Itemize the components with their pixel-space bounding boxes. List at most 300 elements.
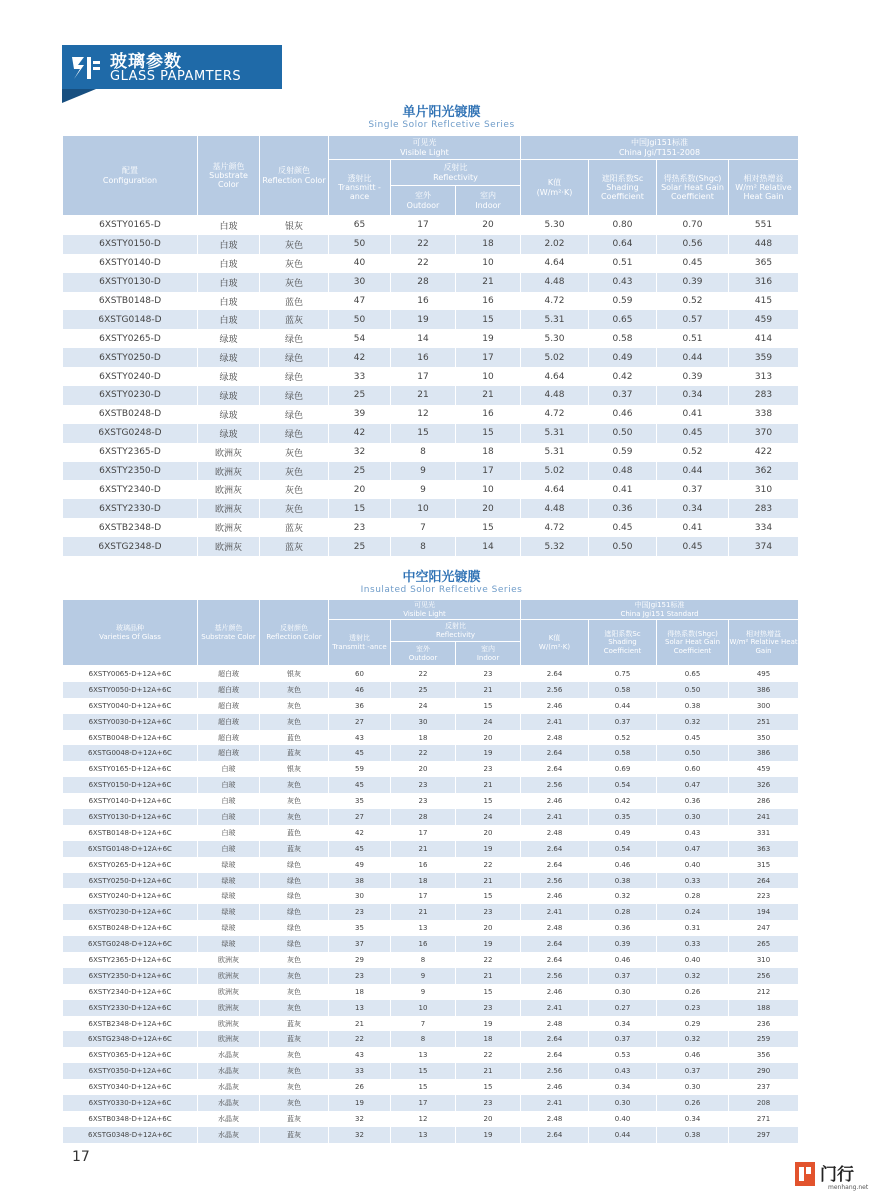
table-row bbox=[63, 920, 799, 936]
cell-shading-coefficient: 0.37 bbox=[589, 1031, 657, 1047]
section2-title-en: Insulated Solor Reflcetive Series bbox=[360, 585, 523, 595]
cell-outdoor: 15 bbox=[391, 424, 456, 443]
cell-indoor: 14 bbox=[456, 537, 521, 556]
cell-substrate-color: 水晶灰 bbox=[198, 1095, 260, 1111]
cell-substrate-color: 白玻 bbox=[198, 793, 260, 809]
cell-relative-heat-gain: 265 bbox=[729, 936, 799, 952]
cell-outdoor: 13 bbox=[391, 1127, 456, 1143]
cell-reflection-color: 蓝灰 bbox=[260, 1031, 329, 1047]
cell-relative-heat-gain: 251 bbox=[729, 714, 799, 730]
cell-relative-heat-gain: 356 bbox=[729, 1047, 799, 1063]
cell-shading-coefficient: 0.50 bbox=[589, 537, 657, 556]
cell-reflection-color: 蓝灰 bbox=[260, 1111, 329, 1127]
cell-configuration: 6XSTY2340-D+12A+6C bbox=[63, 984, 198, 1000]
cell-transmittance: 25 bbox=[329, 462, 391, 481]
cell-shgc: 0.24 bbox=[657, 904, 729, 920]
cell-substrate-color: 绿玻 bbox=[198, 904, 260, 920]
table-row bbox=[63, 1031, 799, 1047]
cell-transmittance: 32 bbox=[329, 1111, 391, 1127]
cell-indoor: 15 bbox=[456, 518, 521, 537]
table-row bbox=[63, 424, 799, 443]
cell-shading-coefficient: 0.27 bbox=[589, 1000, 657, 1016]
cell-indoor: 15 bbox=[456, 310, 521, 329]
cell-substrate-color: 白玻 bbox=[198, 310, 260, 329]
cell-transmittance: 23 bbox=[329, 518, 391, 537]
cell-transmittance: 30 bbox=[329, 273, 391, 292]
table-row bbox=[63, 809, 799, 825]
col-header-indoor: 室内 Indoor bbox=[456, 642, 521, 666]
cell-shgc: 0.38 bbox=[657, 1127, 729, 1143]
cell-shading-coefficient: 0.80 bbox=[589, 216, 657, 235]
cell-relative-heat-gain: 256 bbox=[729, 968, 799, 984]
cell-indoor: 19 bbox=[456, 936, 521, 952]
cell-configuration: 6XSTY0130-D+12A+6C bbox=[63, 809, 198, 825]
cell-k-value: 2.46 bbox=[521, 698, 589, 714]
cell-relative-heat-gain: 365 bbox=[729, 254, 799, 273]
cell-indoor: 22 bbox=[456, 952, 521, 968]
cell-substrate-color: 白玻 bbox=[198, 825, 260, 841]
cell-reflection-color: 蓝灰 bbox=[260, 1127, 329, 1143]
cell-indoor: 15 bbox=[456, 698, 521, 714]
cell-shading-coefficient: 0.34 bbox=[589, 1016, 657, 1032]
cell-shading-coefficient: 0.41 bbox=[589, 480, 657, 499]
cell-outdoor: 22 bbox=[391, 666, 456, 682]
table-row bbox=[63, 904, 799, 920]
cell-substrate-color: 白玻 bbox=[198, 777, 260, 793]
cell-indoor: 18 bbox=[456, 235, 521, 254]
cell-transmittance: 65 bbox=[329, 216, 391, 235]
cell-relative-heat-gain: 236 bbox=[729, 1016, 799, 1032]
cell-transmittance: 35 bbox=[329, 920, 391, 936]
cell-outdoor: 9 bbox=[391, 968, 456, 984]
section1-title-en: Single Solor Reflcetive Series bbox=[368, 120, 515, 130]
table-row bbox=[63, 329, 799, 348]
cell-k-value: 2.48 bbox=[521, 1016, 589, 1032]
cell-outdoor: 20 bbox=[391, 761, 456, 777]
cell-relative-heat-gain: 316 bbox=[729, 273, 799, 292]
cell-reflection-color: 蓝灰 bbox=[260, 518, 329, 537]
table-row bbox=[63, 984, 799, 1000]
table-row bbox=[63, 682, 799, 698]
cell-k-value: 2.56 bbox=[521, 682, 589, 698]
cell-transmittance: 49 bbox=[329, 857, 391, 873]
cell-configuration: 6XSTY2350-D bbox=[63, 462, 198, 481]
cell-k-value: 5.02 bbox=[521, 462, 589, 481]
cell-transmittance: 46 bbox=[329, 682, 391, 698]
cell-relative-heat-gain: 247 bbox=[729, 920, 799, 936]
cell-indoor: 23 bbox=[456, 666, 521, 682]
cell-shading-coefficient: 0.65 bbox=[589, 310, 657, 329]
cell-k-value: 5.31 bbox=[521, 424, 589, 443]
cell-shgc: 0.32 bbox=[657, 1031, 729, 1047]
table-row bbox=[63, 873, 799, 889]
col-header-transmittance: 透射比 Transmitt -ance bbox=[329, 620, 391, 666]
cell-configuration: 6XSTY0240-D+12A+6C bbox=[63, 888, 198, 904]
cell-configuration: 6XSTY2330-D+12A+6C bbox=[63, 1000, 198, 1016]
cell-configuration: 6XSTY0265-D+12A+6C bbox=[63, 857, 198, 873]
cell-substrate-color: 欧洲灰 bbox=[198, 1031, 260, 1047]
cell-configuration: 6XSTY0350-D+12A+6C bbox=[63, 1063, 198, 1079]
cell-configuration: 6XSTY2365-D+12A+6C bbox=[63, 952, 198, 968]
cell-reflection-color: 灰色 bbox=[260, 1000, 329, 1016]
cell-k-value: 4.64 bbox=[521, 480, 589, 499]
cell-relative-heat-gain: 331 bbox=[729, 825, 799, 841]
cell-relative-heat-gain: 370 bbox=[729, 424, 799, 443]
col-header-shgc: 得热系数(Shgc) Solar Heat Gain Coefficient bbox=[657, 620, 729, 666]
table-row bbox=[63, 235, 799, 254]
cell-configuration: 6XSTG0148-D bbox=[63, 310, 198, 329]
cell-configuration: 6XSTG0248-D+12A+6C bbox=[63, 936, 198, 952]
cell-transmittance: 19 bbox=[329, 1095, 391, 1111]
cell-reflection-color: 灰色 bbox=[260, 698, 329, 714]
cell-indoor: 22 bbox=[456, 857, 521, 873]
cell-reflection-color: 灰色 bbox=[260, 235, 329, 254]
cell-reflection-color: 绿色 bbox=[260, 367, 329, 386]
cell-shgc: 0.41 bbox=[657, 405, 729, 424]
cell-outdoor: 28 bbox=[391, 809, 456, 825]
cell-k-value: 2.41 bbox=[521, 809, 589, 825]
cell-k-value: 2.56 bbox=[521, 777, 589, 793]
table-row bbox=[63, 730, 799, 746]
cell-relative-heat-gain: 459 bbox=[729, 761, 799, 777]
cell-transmittance: 45 bbox=[329, 777, 391, 793]
cell-shgc: 0.30 bbox=[657, 1079, 729, 1095]
cell-k-value: 2.64 bbox=[521, 1031, 589, 1047]
cell-reflection-color: 灰色 bbox=[260, 1063, 329, 1079]
cell-reflection-color: 灰色 bbox=[260, 952, 329, 968]
table-row bbox=[63, 714, 799, 730]
cell-reflection-color: 蓝灰 bbox=[260, 745, 329, 761]
cell-shading-coefficient: 0.43 bbox=[589, 273, 657, 292]
cell-shgc: 0.39 bbox=[657, 273, 729, 292]
cell-configuration: 6XSTY0230-D bbox=[63, 386, 198, 405]
cell-transmittance: 20 bbox=[329, 480, 391, 499]
cell-relative-heat-gain: 415 bbox=[729, 292, 799, 311]
cell-indoor: 19 bbox=[456, 329, 521, 348]
cell-outdoor: 21 bbox=[391, 841, 456, 857]
cell-substrate-color: 水晶灰 bbox=[198, 1127, 260, 1143]
cell-outdoor: 14 bbox=[391, 329, 456, 348]
cell-substrate-color: 绿玻 bbox=[198, 348, 260, 367]
cell-reflection-color: 灰色 bbox=[260, 714, 329, 730]
cell-shading-coefficient: 0.58 bbox=[589, 329, 657, 348]
cell-reflection-color: 银灰 bbox=[260, 216, 329, 235]
cell-shgc: 0.40 bbox=[657, 857, 729, 873]
cell-outdoor: 16 bbox=[391, 936, 456, 952]
cell-relative-heat-gain: 212 bbox=[729, 984, 799, 1000]
cell-outdoor: 16 bbox=[391, 292, 456, 311]
cell-k-value: 4.72 bbox=[521, 518, 589, 537]
cell-configuration: 6XSTY0130-D bbox=[63, 273, 198, 292]
cell-shading-coefficient: 0.59 bbox=[589, 443, 657, 462]
cell-indoor: 20 bbox=[456, 825, 521, 841]
cell-shgc: 0.47 bbox=[657, 841, 729, 857]
cell-reflection-color: 绿色 bbox=[260, 936, 329, 952]
cell-reflection-color: 灰色 bbox=[260, 793, 329, 809]
cell-shgc: 0.26 bbox=[657, 1095, 729, 1111]
table1-body bbox=[63, 216, 799, 557]
cell-substrate-color: 欧洲灰 bbox=[198, 968, 260, 984]
cell-k-value: 2.48 bbox=[521, 730, 589, 746]
cell-reflection-color: 灰色 bbox=[260, 984, 329, 1000]
cell-shading-coefficient: 0.44 bbox=[589, 698, 657, 714]
cell-relative-heat-gain: 283 bbox=[729, 386, 799, 405]
cell-k-value: 5.30 bbox=[521, 329, 589, 348]
cell-k-value: 4.72 bbox=[521, 292, 589, 311]
cell-outdoor: 13 bbox=[391, 920, 456, 936]
cell-substrate-color: 超白玻 bbox=[198, 730, 260, 746]
cell-shgc: 0.26 bbox=[657, 984, 729, 1000]
cell-substrate-color: 欧洲灰 bbox=[198, 984, 260, 1000]
cell-shading-coefficient: 0.64 bbox=[589, 235, 657, 254]
cell-reflection-color: 绿色 bbox=[260, 424, 329, 443]
cell-reflection-color: 绿色 bbox=[260, 920, 329, 936]
cell-transmittance: 43 bbox=[329, 730, 391, 746]
group-header-visible-light: 可见光 Visible Light bbox=[329, 136, 521, 160]
cell-configuration: 6XSTY0240-D bbox=[63, 367, 198, 386]
table-row bbox=[63, 1000, 799, 1016]
cell-outdoor: 17 bbox=[391, 1095, 456, 1111]
cell-shgc: 0.45 bbox=[657, 537, 729, 556]
cell-outdoor: 22 bbox=[391, 235, 456, 254]
cell-shgc: 0.33 bbox=[657, 873, 729, 889]
cell-transmittance: 42 bbox=[329, 424, 391, 443]
cell-k-value: 2.02 bbox=[521, 235, 589, 254]
cell-substrate-color: 白玻 bbox=[198, 235, 260, 254]
table-row bbox=[63, 292, 799, 311]
cell-outdoor: 17 bbox=[391, 888, 456, 904]
cell-substrate-color: 超白玻 bbox=[198, 698, 260, 714]
table-row bbox=[63, 386, 799, 405]
cell-substrate-color: 绿玻 bbox=[198, 873, 260, 889]
cell-indoor: 18 bbox=[456, 443, 521, 462]
cell-relative-heat-gain: 259 bbox=[729, 1031, 799, 1047]
single-reflective-table bbox=[62, 135, 799, 556]
cell-indoor: 10 bbox=[456, 254, 521, 273]
cell-configuration: 6XSTG0248-D bbox=[63, 424, 198, 443]
cell-shading-coefficient: 0.39 bbox=[589, 936, 657, 952]
cell-substrate-color: 超白玻 bbox=[198, 682, 260, 698]
cell-indoor: 20 bbox=[456, 1111, 521, 1127]
cell-reflection-color: 蓝色 bbox=[260, 825, 329, 841]
group-header-reflectivity: 反射比 Reflectivity bbox=[391, 620, 521, 642]
cell-transmittance: 50 bbox=[329, 310, 391, 329]
table-row bbox=[63, 1079, 799, 1095]
col-header-substrate: 基片颜色 Substrate Color bbox=[198, 136, 260, 216]
cell-reflection-color: 灰色 bbox=[260, 462, 329, 481]
group-header-china-standard: 中国Jgi151标准 China Jgi151 Standard bbox=[521, 600, 799, 620]
cell-outdoor: 24 bbox=[391, 698, 456, 714]
cell-outdoor: 8 bbox=[391, 1031, 456, 1047]
cell-configuration: 6XSTG2348-D bbox=[63, 537, 198, 556]
cell-k-value: 2.56 bbox=[521, 1063, 589, 1079]
cell-shading-coefficient: 0.32 bbox=[589, 888, 657, 904]
col-header-reflection: 反射颜色 Reflection Color bbox=[260, 136, 329, 216]
cell-relative-heat-gain: 223 bbox=[729, 888, 799, 904]
cell-substrate-color: 绿玻 bbox=[198, 329, 260, 348]
cell-shading-coefficient: 0.54 bbox=[589, 841, 657, 857]
table-row bbox=[63, 1016, 799, 1032]
cell-transmittance: 22 bbox=[329, 1031, 391, 1047]
cell-relative-heat-gain: 264 bbox=[729, 873, 799, 889]
cell-shading-coefficient: 0.59 bbox=[589, 292, 657, 311]
cell-substrate-color: 欧洲灰 bbox=[198, 518, 260, 537]
table-row bbox=[63, 499, 799, 518]
cell-k-value: 2.64 bbox=[521, 666, 589, 682]
group-header-china-standard: 中国Jgi151标准 China Jgi/T151-2008 bbox=[521, 136, 799, 160]
cell-configuration: 6XSTY2340-D bbox=[63, 480, 198, 499]
cell-k-value: 2.64 bbox=[521, 841, 589, 857]
cell-reflection-color: 灰色 bbox=[260, 443, 329, 462]
table-row bbox=[63, 462, 799, 481]
table-row bbox=[63, 968, 799, 984]
cell-shgc: 0.70 bbox=[657, 216, 729, 235]
cell-relative-heat-gain: 326 bbox=[729, 777, 799, 793]
table-row bbox=[63, 698, 799, 714]
cell-substrate-color: 欧洲灰 bbox=[198, 480, 260, 499]
cell-transmittance: 50 bbox=[329, 235, 391, 254]
cell-shgc: 0.52 bbox=[657, 443, 729, 462]
cell-transmittance: 42 bbox=[329, 348, 391, 367]
cell-substrate-color: 超白玻 bbox=[198, 666, 260, 682]
cell-substrate-color: 绿玻 bbox=[198, 936, 260, 952]
cell-shgc: 0.38 bbox=[657, 698, 729, 714]
cell-outdoor: 8 bbox=[391, 537, 456, 556]
cell-outdoor: 10 bbox=[391, 1000, 456, 1016]
brand-logo-icon bbox=[68, 51, 102, 83]
cell-substrate-color: 白玻 bbox=[198, 841, 260, 857]
cell-indoor: 21 bbox=[456, 386, 521, 405]
cell-transmittance: 38 bbox=[329, 873, 391, 889]
cell-k-value: 2.46 bbox=[521, 984, 589, 1000]
col-header-relative-heat-gain: 相对热增益 W/m² Relative Heat Gain bbox=[729, 160, 799, 216]
table-row bbox=[63, 1127, 799, 1143]
cell-indoor: 19 bbox=[456, 745, 521, 761]
cell-shading-coefficient: 0.28 bbox=[589, 904, 657, 920]
col-header-k-value: K值 (W/m²·K) bbox=[521, 160, 589, 216]
cell-configuration: 6XSTY0165-D bbox=[63, 216, 198, 235]
cell-shading-coefficient: 0.69 bbox=[589, 761, 657, 777]
cell-transmittance: 25 bbox=[329, 537, 391, 556]
cell-indoor: 17 bbox=[456, 348, 521, 367]
cell-transmittance: 32 bbox=[329, 443, 391, 462]
cell-reflection-color: 蓝灰 bbox=[260, 1016, 329, 1032]
cell-indoor: 21 bbox=[456, 777, 521, 793]
cell-configuration: 6XSTY0140-D+12A+6C bbox=[63, 793, 198, 809]
cell-relative-heat-gain: 448 bbox=[729, 235, 799, 254]
cell-configuration: 6XSTY0065-D+12A+6C bbox=[63, 666, 198, 682]
cell-outdoor: 18 bbox=[391, 730, 456, 746]
cell-shgc: 0.34 bbox=[657, 1111, 729, 1127]
cell-outdoor: 28 bbox=[391, 273, 456, 292]
cell-shading-coefficient: 0.46 bbox=[589, 857, 657, 873]
cell-relative-heat-gain: 386 bbox=[729, 745, 799, 761]
cell-transmittance: 36 bbox=[329, 698, 391, 714]
cell-substrate-color: 绿玻 bbox=[198, 367, 260, 386]
cell-shgc: 0.36 bbox=[657, 793, 729, 809]
cell-substrate-color: 欧洲灰 bbox=[198, 537, 260, 556]
cell-reflection-color: 绿色 bbox=[260, 348, 329, 367]
cell-configuration: 6XSTY0340-D+12A+6C bbox=[63, 1079, 198, 1095]
cell-k-value: 2.46 bbox=[521, 1079, 589, 1095]
cell-shgc: 0.56 bbox=[657, 235, 729, 254]
cell-outdoor: 18 bbox=[391, 873, 456, 889]
cell-shgc: 0.32 bbox=[657, 714, 729, 730]
cell-outdoor: 23 bbox=[391, 777, 456, 793]
cell-shading-coefficient: 0.45 bbox=[589, 518, 657, 537]
cell-shgc: 0.45 bbox=[657, 254, 729, 273]
cell-k-value: 2.41 bbox=[521, 714, 589, 730]
cell-transmittance: 18 bbox=[329, 984, 391, 1000]
cell-reflection-color: 绿色 bbox=[260, 857, 329, 873]
cell-relative-heat-gain: 286 bbox=[729, 793, 799, 809]
cell-configuration: 6XSTY0030-D+12A+6C bbox=[63, 714, 198, 730]
cell-k-value: 4.48 bbox=[521, 273, 589, 292]
cell-reflection-color: 灰色 bbox=[260, 968, 329, 984]
cell-shgc: 0.37 bbox=[657, 1063, 729, 1079]
cell-relative-heat-gain: 338 bbox=[729, 405, 799, 424]
cell-substrate-color: 欧洲灰 bbox=[198, 462, 260, 481]
cell-shgc: 0.52 bbox=[657, 292, 729, 311]
cell-indoor: 20 bbox=[456, 216, 521, 235]
cell-reflection-color: 灰色 bbox=[260, 273, 329, 292]
cell-shgc: 0.41 bbox=[657, 518, 729, 537]
cell-configuration: 6XSTG0048-D+12A+6C bbox=[63, 745, 198, 761]
insulated-reflective-table bbox=[62, 599, 799, 1143]
cell-k-value: 4.48 bbox=[521, 386, 589, 405]
cell-shgc: 0.44 bbox=[657, 462, 729, 481]
cell-configuration: 6XSTY2330-D bbox=[63, 499, 198, 518]
cell-transmittance: 32 bbox=[329, 1127, 391, 1143]
cell-substrate-color: 水晶灰 bbox=[198, 1111, 260, 1127]
table-row bbox=[63, 254, 799, 273]
cell-relative-heat-gain: 271 bbox=[729, 1111, 799, 1127]
cell-reflection-color: 银灰 bbox=[260, 761, 329, 777]
cell-indoor: 24 bbox=[456, 714, 521, 730]
cell-outdoor: 22 bbox=[391, 745, 456, 761]
cell-reflection-color: 灰色 bbox=[260, 254, 329, 273]
cell-outdoor: 16 bbox=[391, 348, 456, 367]
cell-relative-heat-gain: 283 bbox=[729, 499, 799, 518]
cell-transmittance: 27 bbox=[329, 714, 391, 730]
watermark-url: menhang.net bbox=[828, 1184, 869, 1191]
cell-relative-heat-gain: 315 bbox=[729, 857, 799, 873]
table-row bbox=[63, 443, 799, 462]
cell-shading-coefficient: 0.37 bbox=[589, 386, 657, 405]
col-header-variety: 玻璃品种 Varieties Of Glass bbox=[63, 600, 198, 666]
col-header-shgc: 得热系数(Shgc) Solar Heat Gain Coefficient bbox=[657, 160, 729, 216]
cell-configuration: 6XSTY0040-D+12A+6C bbox=[63, 698, 198, 714]
cell-relative-heat-gain: 551 bbox=[729, 216, 799, 235]
group-header-visible-light: 可见光 Visible Light bbox=[329, 600, 521, 620]
cell-shgc: 0.40 bbox=[657, 952, 729, 968]
cell-substrate-color: 绿玻 bbox=[198, 920, 260, 936]
cell-shading-coefficient: 0.30 bbox=[589, 1095, 657, 1111]
cell-reflection-color: 灰色 bbox=[260, 1095, 329, 1111]
cell-indoor: 19 bbox=[456, 1127, 521, 1143]
cell-substrate-color: 水晶灰 bbox=[198, 1047, 260, 1063]
cell-k-value: 2.46 bbox=[521, 888, 589, 904]
cell-shading-coefficient: 0.40 bbox=[589, 1111, 657, 1127]
cell-configuration: 6XSTY0250-D bbox=[63, 348, 198, 367]
cell-substrate-color: 超白玻 bbox=[198, 714, 260, 730]
cell-substrate-color: 欧洲灰 bbox=[198, 1000, 260, 1016]
cell-shading-coefficient: 0.49 bbox=[589, 825, 657, 841]
cell-indoor: 21 bbox=[456, 682, 521, 698]
cell-configuration: 6XSTB0048-D+12A+6C bbox=[63, 730, 198, 746]
cell-outdoor: 9 bbox=[391, 984, 456, 1000]
cell-indoor: 16 bbox=[456, 405, 521, 424]
